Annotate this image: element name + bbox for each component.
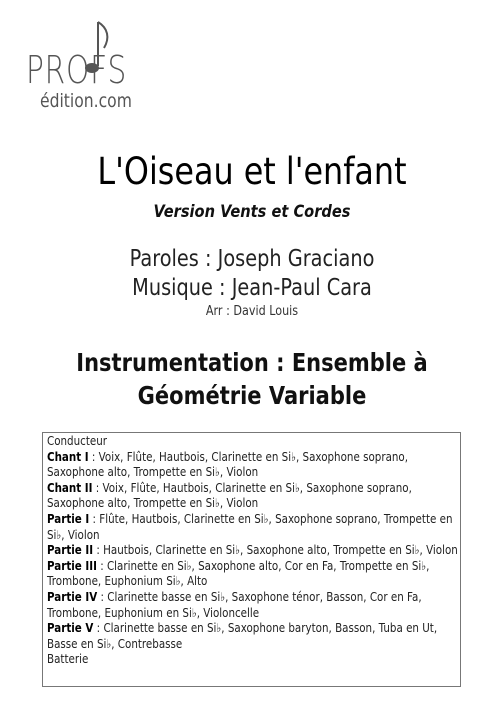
part-label: Partie III: [47, 558, 97, 573]
part-label: Chant II: [47, 480, 93, 495]
parts-list-line: [47, 652, 458, 668]
parts-list-line: [47, 434, 458, 450]
part-label: Chant I: [47, 449, 89, 464]
parts-list-line: [47, 528, 458, 544]
parts-list-line: [47, 543, 458, 559]
score-title: L'Oiseau et l'enfant: [97, 150, 407, 193]
part-instruments: : Clarinette basse en Si♭, Saxophone baryton, Basson, Tuba en Ut,: [93, 621, 438, 636]
part-instruments: Conducteur: [47, 434, 108, 448]
part-instruments: Si♭, Violon: [47, 527, 100, 542]
parts-list-line: [47, 621, 458, 637]
parts-list-line: [47, 559, 458, 575]
parts-list-line: [47, 512, 458, 528]
part-instruments: Basse en Si♭, Contrebasse: [47, 636, 183, 651]
part-label: Partie V: [47, 621, 94, 636]
parts-list-line: [47, 606, 458, 622]
instrumentation-heading: [40, 346, 463, 412]
part-instruments: Saxophone alto, Trompette en Si♭, Violon: [47, 465, 259, 480]
parts-list-line: [47, 574, 458, 590]
instrumentation-line-1: Instrumentation : Ensemble à: [76, 348, 428, 377]
part-instruments: Batterie: [47, 652, 89, 667]
part-instruments: Trombone, Euphonium Si♭, Alto: [47, 574, 208, 589]
parts-list-box: [42, 432, 461, 687]
lyricist-credit: Paroles : Joseph Graciano: [129, 246, 375, 272]
part-label: Partie I: [47, 511, 90, 526]
logo-subtitle: édition.com: [40, 90, 132, 112]
part-instruments: : Voix, Flûte, Hautbois, Clarinette en Si♭, Saxophone soprano,: [92, 480, 412, 495]
part-instruments: : Clarinette en Si♭, Saxophone alto, Cor en Fa, Trompette en Si♭,: [96, 558, 430, 573]
part-instruments: Trombone, Euphonium en Si♭, Violoncelle: [47, 605, 260, 620]
parts-list: [47, 434, 458, 668]
part-instruments: Saxophone alto, Trompette en Si♭, Violon: [47, 496, 259, 511]
logo-brand: PROFS: [26, 48, 128, 92]
parts-list-line: [47, 465, 458, 481]
part-instruments: : Hautbois, Clarinette en Si♭, Saxophone alto, Trompette en Si♭, Violon: [93, 543, 458, 558]
arranger-credit: Arr : David Louis: [205, 304, 299, 319]
part-instruments: : Flûte, Hautbois, Clarinette en Si♭, Saxophone soprano, Trompette en: [89, 511, 453, 526]
parts-list-line: [47, 496, 458, 512]
publisher-logo: [22, 18, 182, 118]
parts-list-line: [47, 481, 458, 497]
score-subtitle: Version Vents et Cordes: [153, 202, 351, 222]
part-label: Partie II: [47, 543, 94, 558]
parts-list-line: [47, 637, 458, 653]
part-label: Partie IV: [47, 589, 98, 604]
parts-list-line: [47, 590, 458, 606]
parts-list-line: [47, 450, 458, 466]
composer-credit: Musique : Jean-Paul Cara: [132, 275, 372, 301]
part-instruments: : Clarinette basse en Si♭, Saxophone ténor, Basson, Cor en Fa,: [97, 589, 422, 604]
part-instruments: : Voix, Flûte, Hautbois, Clarinette en Si♭, Saxophone soprano,: [88, 449, 409, 464]
instrumentation-line-2: Géométrie Variable: [137, 381, 367, 410]
